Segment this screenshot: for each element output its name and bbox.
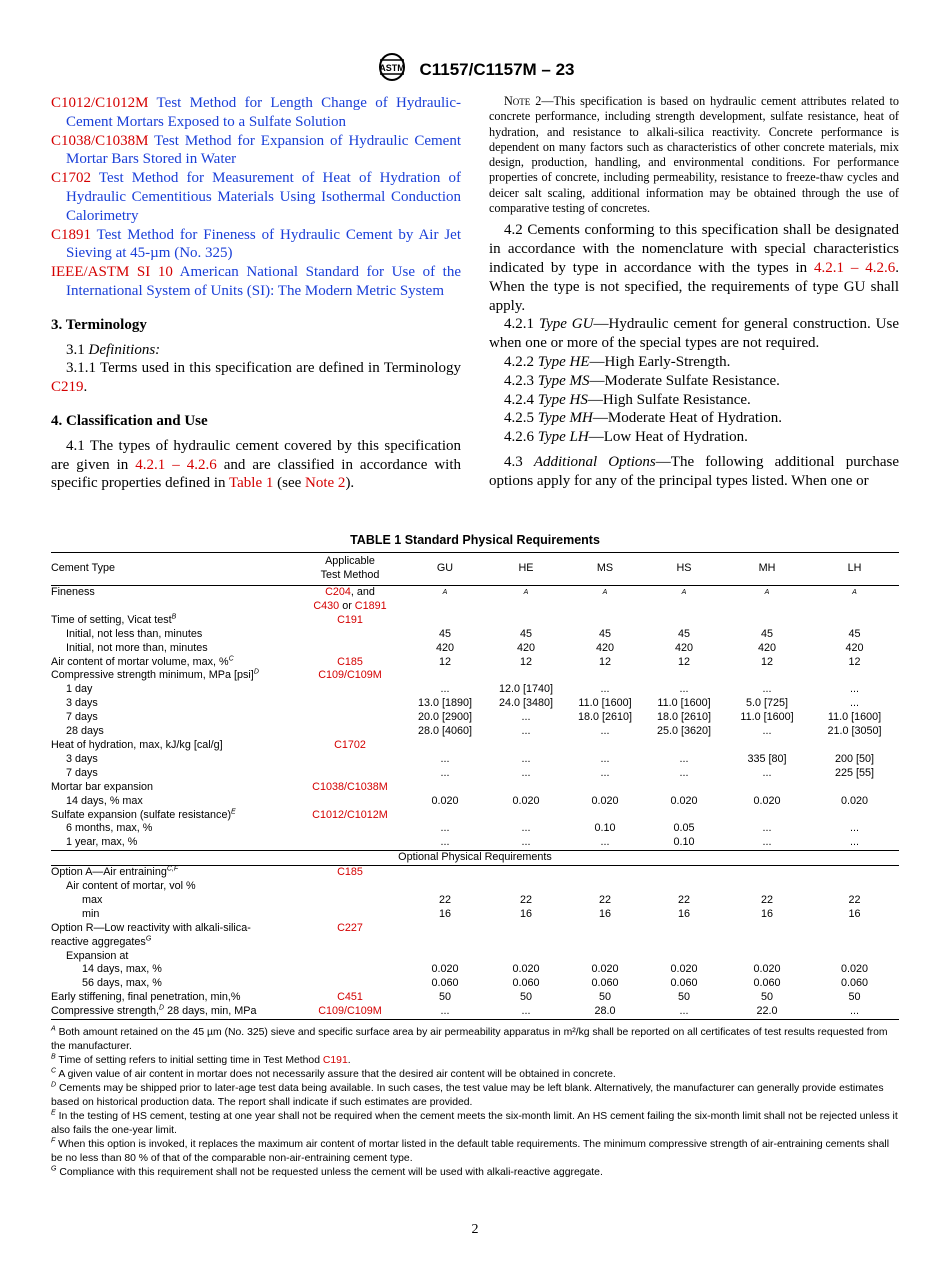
section-4-3: 4.3 Additional Options—The following additional purchase options apply for any of the principal types listed. When one or: [489, 453, 899, 489]
table-row: 7 days ... ... ... ... ... 225 [55]: [66, 766, 875, 779]
table-row: 6 months, max, % ... ... 0.10 0.05 ... ...: [66, 822, 859, 835]
svg-text:ASTM: ASTM: [379, 63, 406, 73]
type-item: 4.2.1 Type GU—Hydraulic cement for general construction. Use when one or more of the special types are not required.: [489, 316, 900, 352]
table-row: min 16 16 16 16 16 16: [82, 907, 861, 920]
section-heading-classification: 4. Classification and Use: [51, 412, 208, 429]
ref-link-note2[interactable]: Note 2: [305, 475, 346, 492]
col-header-type: MH: [758, 562, 776, 575]
footnote: $^B$ Time of setting refers to initial setting time in Test Method C191.: [51, 1053, 351, 1066]
table-row: C430 or C1891: [313, 599, 387, 612]
referenced-documents-list: [51, 94, 461, 301]
col-header-cement-type: Cement Type: [51, 562, 116, 575]
table-row: Compressive strength minimum, MPa [psi]$^D$ C109/C109M: [51, 668, 382, 682]
type-item: 4.2.5 Type MH—Moderate Heat of Hydration.: [504, 410, 782, 427]
table-row: 14 days, % max 0.020 0.020 0.020 0.020 0.020 0.020: [66, 794, 869, 807]
table-row: reactive aggregates$^G$: [51, 935, 152, 948]
table-row: Air content of mortar volume, max, %$^C$ C185 12 12 12 12 12 12: [51, 654, 861, 668]
ref-link[interactable]: C1038/C1038M: [51, 132, 149, 149]
section-heading-terminology: 3. Terminology: [51, 316, 147, 333]
optional-section-header: Optional Physical Requirements: [51, 851, 899, 866]
ref-item: [51, 226, 461, 264]
ref-desc[interactable]: Test Method for Fineness of Hydraulic Cement by Air Jet Sieving at 45-µm (No. 325): [66, 226, 462, 262]
section-4-2: 4.2 Cements conforming to this specification shall be designated in accordance with the nomenclature with special characteristics indicated by type in accordance with the types in 4.2.1 – 4.2.6. When the type is not specified, the requirements of type GU shall apply.: [489, 222, 900, 314]
ref-link[interactable]: IEEE/ASTM SI 10: [51, 264, 173, 281]
table-row: Time of setting, Vicat test$^B$ C191: [51, 613, 363, 626]
table-row: Early stiffening, final penetration, min,% C451 50 50 50 50 50 50: [51, 991, 861, 1004]
ref-link[interactable]: C204: [325, 586, 351, 598]
table-row: Initial, not less than, minutes 45 45 45 45 45 45: [66, 627, 861, 640]
table-row: 56 days, max, % 0.060 0.060 0.060 0.060 0.060 0.060: [82, 977, 869, 990]
type-item: 4.2.2 Type HE—High Early-Strength.: [504, 353, 731, 370]
right-column: [489, 94, 899, 491]
table-header-row: [51, 553, 899, 586]
ref-link[interactable]: C1038/C1038M: [312, 780, 388, 793]
note-2: Note 2—This specification is based on hydraulic cement attributes related to concrete performance, including strength development, sulfate resistance, heat of hydration, and resistance to alkali-silica reactivity. Concrete performance is dependent on many factors such as characteristics of other concrete materials, mix design, production, handling, and environmental conditions. For performance properties of concrete, including permeability, resistance to freeze-thaw cycles and deicer salt scaling, additional information may be obtained through the use of comparative testing of concretes.: [489, 94, 899, 216]
table-row: Air content of mortar, vol %: [66, 880, 196, 893]
ref-link[interactable]: C109/C109M: [318, 669, 382, 682]
table-row: Option A—Air entraining$^{C,F}$ C185: [51, 865, 363, 879]
col-header-type: HE: [518, 562, 534, 575]
ref-link[interactable]: C185: [337, 866, 363, 879]
table-row: 1 year, max, % ... ... ... 0.10 ... ...: [66, 836, 859, 849]
ref-link[interactable]: C1702: [51, 170, 92, 187]
type-item: 4.2.4 Type HS—High Sulfate Resistance.: [504, 391, 751, 408]
ref-link-c219[interactable]: C219: [51, 379, 84, 396]
table-row: 28 days 28.0 [4060] ... ... 25.0 [3620] ... 21.0 [3050]: [66, 725, 882, 738]
ref-link[interactable]: C1702: [334, 738, 366, 751]
ref-link[interactable]: C451: [337, 991, 363, 1004]
ref-link[interactable]: C1012/C1012M: [312, 808, 388, 821]
ref-desc[interactable]: Test Method for Expansion of Hydraulic Cement Mortar Bars Stored in Water: [66, 132, 461, 168]
ref-link[interactable]: C185: [337, 655, 363, 668]
table-row: Initial, not more than, minutes 420 420 420 420 420 420: [66, 641, 864, 654]
table-footnotes: [51, 1026, 899, 1180]
ref-desc[interactable]: Test Method for Length Change of Hydraulic-Cement Mortars Exposed to a Sulfate Solution: [66, 95, 461, 130]
table-row: Fineness C204, and A A A A A A: [51, 586, 857, 598]
ref-item: [51, 263, 461, 301]
table-row: Mortar bar expansion C1038/C1038M: [51, 780, 388, 793]
table-row: 1 day ... 12.0 [1740] ... ... ... ...: [66, 683, 859, 696]
table-title: TABLE 1 Standard Physical Requirements: [350, 533, 600, 547]
table-row: 3 days ... ... ... ... 335 [80] 200 [50]: [66, 752, 875, 765]
ref-link-types-2[interactable]: 4.2.1 – 4.2.6: [814, 259, 896, 276]
ref-link-table1[interactable]: Table 1: [229, 475, 274, 492]
page-number: 2: [471, 1222, 479, 1237]
ref-item: [51, 169, 461, 225]
col-header-test-method: Applicable Test Method: [320, 555, 380, 581]
table-row: max 22 22 22 22 22 22: [82, 893, 861, 906]
ref-item: [51, 132, 461, 170]
table-row: Compressive strength,$^D$ 28 days, min, MPa C109/C109M ... ... 28.0 ... 22.0 ...: [51, 1005, 899, 1019]
ref-desc[interactable]: American National Standard for Use of the International System of Units (SI): The Modern Metric System: [66, 264, 461, 299]
col-header-type: LH: [847, 562, 862, 575]
ref-link-types[interactable]: 4.2.1 – 4.2.6: [135, 456, 217, 473]
col-header-type: HS: [676, 562, 692, 575]
footnote: $^C$ A given value of air content in mortar does not necessarily assure that the desired air content will be obtained in concrete.: [51, 1067, 616, 1080]
ref-link[interactable]: C1891: [354, 599, 387, 612]
ref-desc[interactable]: Test Method for Measurement of Heat of Hydration of Hydraulic Cementitious Materials Using Isothermal Conduction Calorimetry: [66, 170, 462, 224]
physical-requirements-table: [51, 552, 899, 1020]
ref-link[interactable]: C227: [337, 921, 363, 934]
left-column: [51, 94, 461, 493]
table-row: Heat of hydration, max, kJ/kg [cal/g] C1702: [51, 738, 366, 751]
ref-link[interactable]: C109/C109M: [318, 1005, 382, 1018]
section-3-1-1: 3.1.1 Terms used in this specification are defined in Terminology C219.: [51, 360, 461, 396]
col-header-type: GU: [436, 562, 454, 575]
table-row: Expansion at: [66, 949, 129, 962]
ref-link[interactable]: C1891: [51, 226, 92, 243]
type-item: 4.2.3 Type MS—Moderate Sulfate Resistance.: [504, 372, 780, 389]
astm-logo-icon: [375, 52, 409, 87]
table-row: 3 days 13.0 [1890] 24.0 [3480] 11.0 [1600] 11.0 [1600] 5.0 [725] ...: [66, 697, 859, 710]
ref-link-c191[interactable]: C191: [322, 1055, 348, 1066]
document-designation: C1157/C1157M – 23: [419, 59, 575, 79]
footnote: $^E$ In the testing of HS cement, testing at one year shall not be required when the cement meets the six-month limit. An HS cement failing the six-month limit shall not be rejected unless it also fails the one-year limit.: [51, 1109, 898, 1136]
type-item: 4.2.6 Type LH—Low Heat of Hydration.: [504, 429, 748, 446]
footnote: $^D$ Cements may be shipped prior to later-age test data being available. In such cases, the test value may be left blank. Alternatively, the manufacturer can generally provide estimates based on historical production data. The report shall indicate if such estimates are provided.: [51, 1081, 884, 1108]
section-4-1: 4.1 The types of hydraulic cement covered by this specification are given in 4.2.1 – 4.2.6 and are classified in accordance with specific properties defined in Table 1 (see Note 2).: [51, 437, 462, 492]
ref-link[interactable]: C191: [337, 613, 363, 626]
table-row: Option R—Low reactivity with alkali-silica- C227: [51, 921, 363, 934]
table-row: 14 days, max, % 0.020 0.020 0.020 0.020 0.020 0.020: [82, 963, 869, 976]
footnote: $^A$ Both amount retained on the 45 µm (No. 325) sieve and specific surface area by air permeability apparatus in m²/kg shall be reported on all certificates of test results requested from the manufacturer.: [51, 1025, 888, 1052]
footnote: $^F$ When this option is invoked, it replaces the maximum air content of mortar listed in the default table requirements. The minimum compressive strength of air-entraining cements shall be no less than 80 % of that of the comparable non-air-entraining cement type.: [51, 1137, 890, 1164]
ref-link[interactable]: C430: [313, 599, 340, 612]
footnote: $^G$ Compliance with this requirement shall not be requested unless the cement will be used with alkali-reactive aggregate.: [51, 1165, 603, 1178]
section-3-1: 3.1 Definitions:: [66, 341, 161, 358]
page-header: [0, 52, 950, 87]
ref-item: [51, 94, 461, 132]
table-row: Sulfate expansion (sulfate resistance)$^E$ C1012/C1012M: [51, 807, 388, 821]
table-row: 7 days 20.0 [2900] ... 18.0 [2610] 18.0 [2610] 11.0 [1600] 11.0 [1600]: [66, 711, 882, 724]
col-header-type: MS: [596, 562, 614, 575]
ref-link[interactable]: C1012/C1012M: [51, 95, 149, 111]
